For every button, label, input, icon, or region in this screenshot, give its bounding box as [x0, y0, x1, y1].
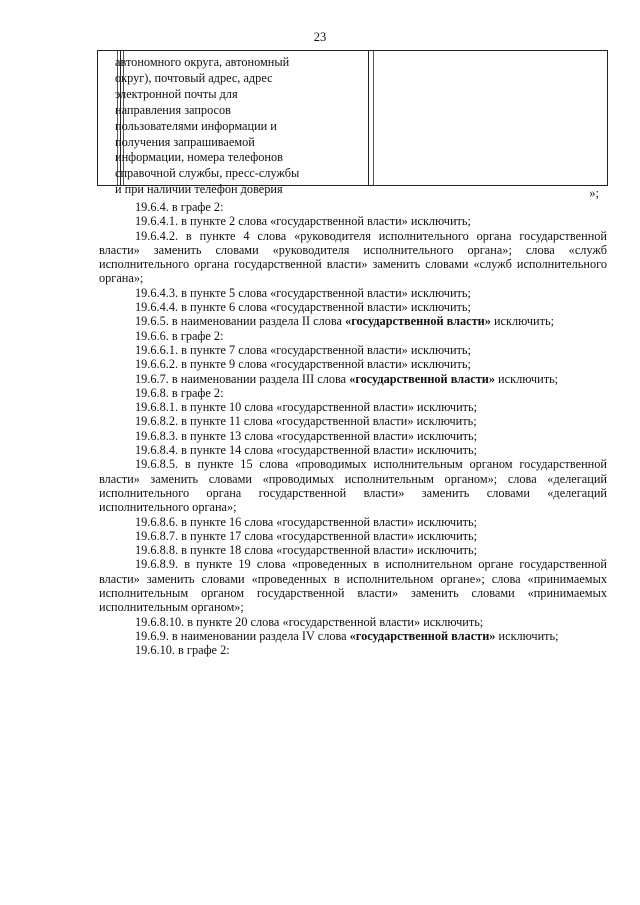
- paragraph-text: 19.6.4.4. в пункте 6 слова «государственной власти» исключить;: [135, 300, 471, 315]
- amendment-paragraph: [99, 643, 607, 657]
- amendment-paragraph: [99, 214, 607, 228]
- paragraph-text: 19.6.4.2. в пункте 4 слова «руководителя исполнительного органа государственной власти» заменить словами «руководителя исполнительного органа»; слова «служб исполнительного органа государственной власти» заменить словами «служб исполнительного органа»;: [99, 228, 607, 286]
- paragraph-text: 19.6.6.2. в пункте 9 слова «государственной власти» исключить;: [135, 357, 471, 372]
- paragraph-text: 19.6.8.5. в пункте 15 слова «проводимых исполнительным органом государственной власти» заменить словами «проводимых исполнительным органом»; слова «делегаций исполнительного органа государственной власти» заменить словами «делегаций исполнительного органа»;: [99, 457, 607, 515]
- paragraph-text: 19.6.8.1. в пункте 10 слова «государственной власти» исключить;: [135, 400, 478, 415]
- amendment-paragraph: [99, 314, 607, 328]
- paragraph-text: 19.6.8.6. в пункте 16 слова «государственной власти» исключить;: [135, 514, 478, 529]
- paragraph-text: 19.6.10. в графе 2:: [135, 643, 230, 658]
- document-body: [99, 200, 607, 658]
- paragraph-text: 19.6.8.8. в пункте 18 слова «государственной власти» исключить;: [135, 543, 478, 558]
- amendment-paragraph: [99, 343, 607, 357]
- paragraph-text: 19.6.8.3. в пункте 13 слова «государственной власти» исключить;: [135, 428, 478, 443]
- paragraph-text: 19.6.8.10. в пункте 20 слова «государственной власти» исключить;: [135, 614, 484, 629]
- paragraph-text: 19.6.8. в графе 2:: [135, 385, 224, 400]
- paragraph-text: исключить;: [494, 371, 559, 386]
- table-cell-text: [115, 55, 345, 198]
- page-number: 23: [313, 30, 327, 44]
- amendment-paragraph: [99, 443, 607, 457]
- amendment-paragraph: [99, 414, 607, 428]
- amendment-paragraph: [99, 400, 607, 414]
- amendment-paragraph: [99, 529, 607, 543]
- amendment-paragraph: [99, 357, 607, 371]
- paragraph-text: 19.6.7. в наименовании раздела III слова: [135, 371, 350, 386]
- amendment-paragraph: [99, 372, 607, 386]
- table-column-content: [369, 51, 607, 185]
- amendment-paragraph: [99, 386, 607, 400]
- amendment-paragraph: [99, 200, 607, 214]
- table-cell-line: справочной службы, пресс-службы: [115, 166, 300, 181]
- amendment-paragraph: [99, 543, 607, 557]
- paragraph-text: 19.6.8.2. в пункте 11 слова «государственной власти» исключить;: [135, 414, 477, 429]
- bold-phrase: «государственной власти»: [349, 371, 495, 386]
- paragraph-text: 19.6.8.9. в пункте 19 слова «проведенных в исполнительном органе государственной власти» заменить словами «проведенных в исполнительном органе»; слова «принимаемых исполнительным органом государственной власти» заменить словами «принимаемых исполнительным органом»;: [99, 557, 607, 615]
- bold-phrase: «государственной власти»: [349, 628, 496, 643]
- table-cell-line: и при наличии телефон доверия: [115, 182, 283, 197]
- amendment-paragraph: [99, 557, 607, 614]
- paragraph-text: 19.6.9. в наименовании раздела IV слова: [135, 628, 350, 643]
- amendment-paragraph: [99, 286, 607, 300]
- paragraph-text: исключить;: [490, 314, 554, 329]
- paragraph-text: 19.6.8.4. в пункте 14 слова «государственной власти» исключить;: [135, 443, 478, 458]
- amendment-paragraph: [99, 515, 607, 529]
- table-inner-rule: [373, 51, 374, 185]
- bold-phrase: «государственной власти»: [345, 314, 491, 329]
- paragraph-text: 19.6.4.1. в пункте 2 слова «государственной власти» исключить;: [135, 214, 471, 229]
- amendment-paragraph: [99, 615, 607, 629]
- amendment-paragraph: [99, 229, 607, 286]
- table-cell-line: направления запросов: [115, 102, 231, 117]
- paragraph-text: 19.6.4.3. в пункте 5 слова «государственной власти» исключить;: [135, 285, 471, 300]
- amendment-paragraph: [99, 300, 607, 314]
- paragraph-text: исключить;: [495, 628, 559, 643]
- paragraph-text: 19.6.6. в графе 2:: [135, 328, 224, 343]
- table-cell-line: пользователями информации и: [115, 118, 277, 133]
- amendment-paragraph: [99, 429, 607, 443]
- amendment-paragraph: [99, 329, 607, 343]
- paragraph-text: 19.6.8.7. в пункте 17 слова «государственной власти» исключить;: [135, 528, 478, 543]
- paragraph-text: 19.6.4. в графе 2:: [135, 200, 224, 214]
- table-cell-line: округ), почтовый адрес, адрес: [115, 70, 273, 85]
- table-closing-quote: »;: [589, 186, 599, 200]
- amendment-paragraph: [99, 629, 607, 643]
- amendment-paragraph: [99, 457, 607, 514]
- table-cell-line: автономного округа, автономный: [115, 55, 290, 69]
- table-cell-line: электронной почты для: [115, 86, 238, 101]
- paragraph-text: 19.6.6.1. в пункте 7 слова «государственной власти» исключить;: [135, 342, 471, 357]
- paragraph-text: 19.6.5. в наименовании раздела II слова: [135, 314, 346, 329]
- table-cell-line: получения запрашиваемой: [115, 134, 255, 149]
- table-fragment: [97, 50, 608, 197]
- table-cell-line: информации, номера телефонов: [115, 150, 283, 165]
